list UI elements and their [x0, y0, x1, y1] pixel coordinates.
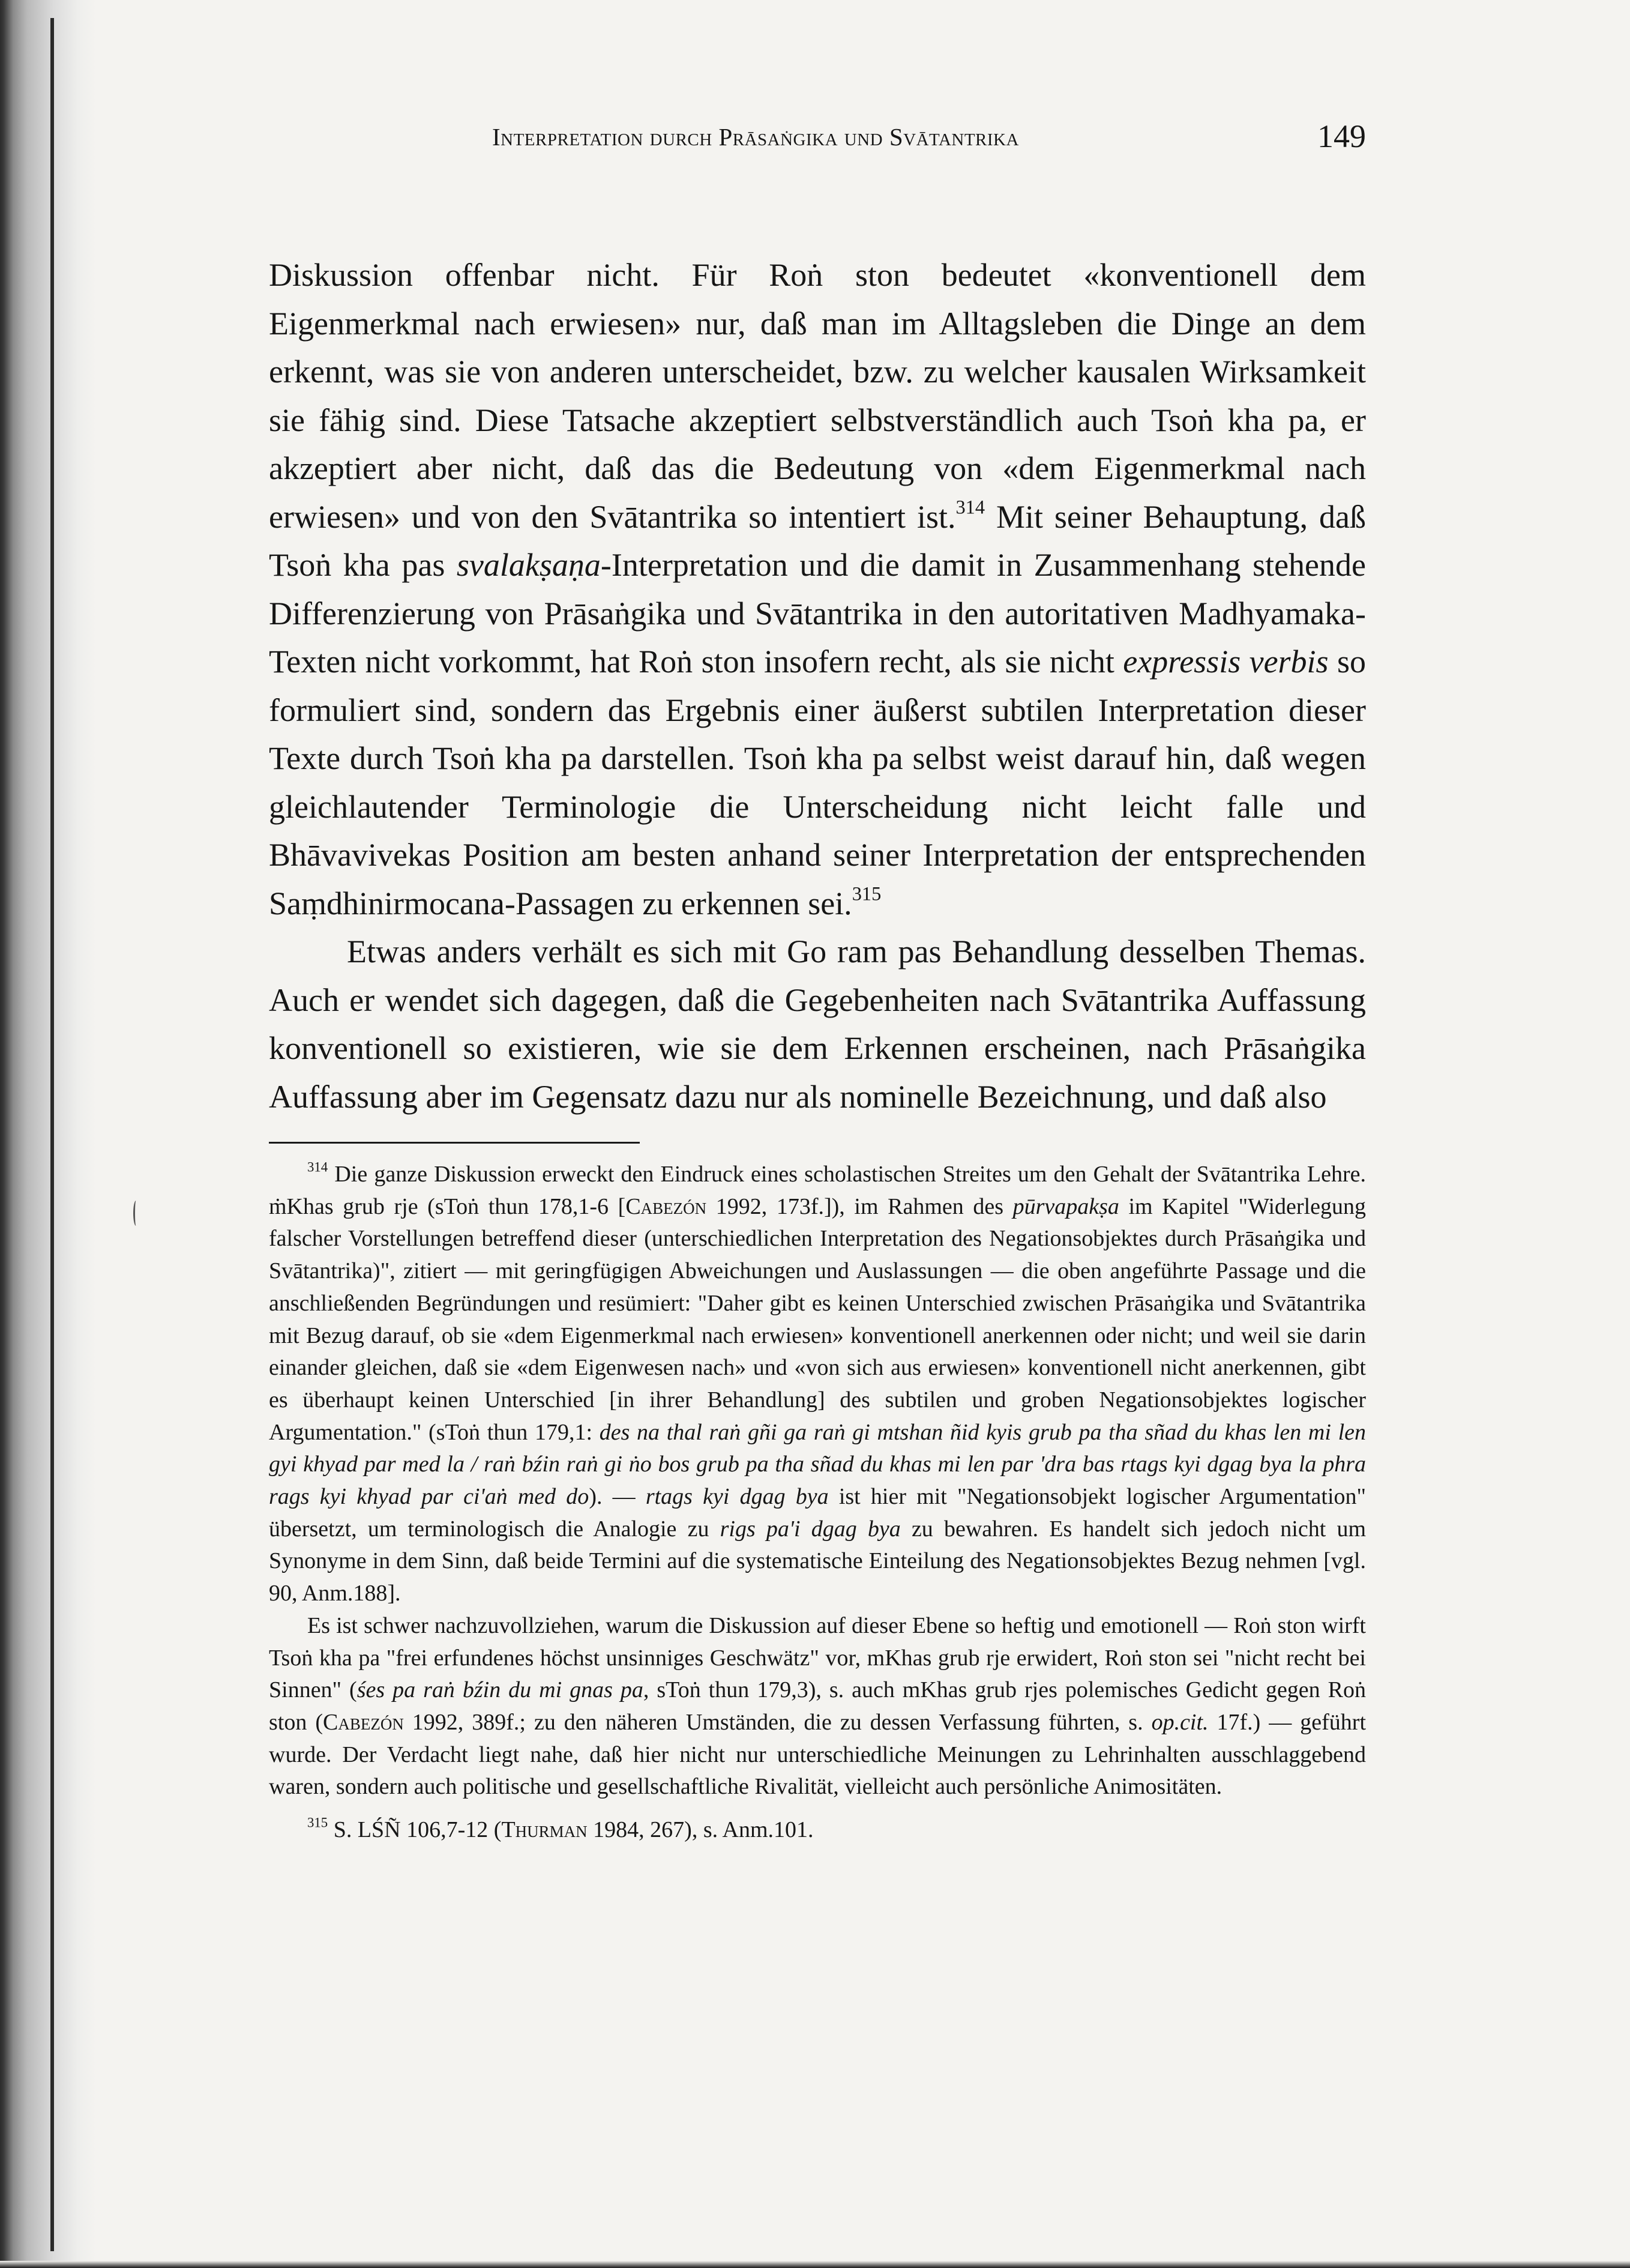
text-run: 1992, 173f.]), im Rahmen des: [706, 1193, 1013, 1219]
footnotes: [269, 1159, 1366, 1847]
text-run: ist hier mit "Negationsobjekt logischer Argumentation" übersetzt, um terminologisch die Analogie zu: [269, 1484, 1367, 1542]
footnote-rule: [269, 1142, 640, 1144]
text-run: Es ist schwer nachzuvollziehen, warum die Diskussion auf dieser Ebene so heftig und emotionell — Roṅ ston wirft Tsoṅ kha pa "frei erfundenes höchst unsinniges Geschwätz" vor, mKhas grub rje erwidert, Roṅ ston sei "nicht recht bei Sinnen" (: [269, 1612, 1366, 1703]
italic-term: svalakṣaṇa: [456, 547, 601, 583]
italic-term: rtags kyi dgag bya: [645, 1484, 829, 1510]
text-run: zu bewahren. Es handelt sich jedoch nicht um Synonyme in dem Sinn, daß beide Termini auf die systematische Einteilung des Negationsobjektes Bezug nehmen [vgl. 90, Anm.188].: [269, 1516, 1366, 1606]
footnote-number: 315: [307, 1815, 328, 1830]
author-name: Thurman: [501, 1817, 588, 1843]
footnote-314: [269, 1159, 1366, 1610]
binding-shadow: [0, 0, 96, 2268]
page-header: [269, 118, 1366, 154]
italic-term: expressis verbis: [1123, 644, 1329, 680]
text-run: S. LŚÑ 106,7-12 (: [328, 1817, 502, 1843]
italic-term: pūrvapakṣa: [1012, 1193, 1119, 1219]
margin-mark: [133, 1201, 139, 1226]
tibetan-quote: śes pa raṅ bźin du mi gnas pa: [356, 1677, 643, 1703]
page-bottom-edge: [0, 2261, 1630, 2268]
text-run: Diskussion offenbar nicht. Für Roṅ ston bedeutet «konventionell dem Eigenmerkmal nach erwiesen» nur, daß man im Alltagsleben die Dinge an dem erkennt, was sie von anderen unterscheidet, bzw. zu welcher kausalen Wirksamkeit sie fähig sind. Diese Tatsache akzeptiert selbstverständlich auch Tsoṅ kha pa, er akzeptiert aber nicht, daß das die Bedeutung von «dem Eigenmerkmal nach erwiesen» und von den Svātantrika so intentiert ist.: [269, 257, 1366, 535]
text-run: -Interpretation und die damit in Zusammenhang stehende Differenzierung von Prāsaṅgika und Svātantrika in den autoritativen Madhyamaka-Texten nicht vorkommt, hat Roṅ ston insofern recht, als sie nicht: [269, 547, 1366, 680]
paragraph-2: Etwas anders verhält es sich mit Go ram pas Behandlung desselben Themas. Auch er wendet sich dagegen, daß die Gegebenheiten nach Svātantrika Auffassung konventionell so existieren, wie sie dem Erkennen erscheinen, nach Prāsaṅgika Auffassung aber im Gegensatz dazu nur als nominelle Bezeichnung, und daß also: [269, 933, 1366, 1115]
running-head: Interpretation durch Prāsaṅgika und Svātantrika: [492, 123, 1019, 151]
footnote-ref-315: 315: [852, 883, 882, 905]
text-run: 1984, 267), s. Anm.101.: [587, 1817, 814, 1843]
footnote-314-para-2: [269, 1610, 1366, 1803]
footnote-315: [269, 1814, 1366, 1847]
paragraph-1: [269, 251, 1366, 927]
tibetan-quote: des na thal raṅ gñi ga raṅ gi mtshan ñid kyis grub pa tha sñad du khas len mi len gyi khyad par med la / raṅ bźin raṅ gi ṅo bos grub pa tha sñad du khas mi len par 'dra bas rtags kyi dgag bya la phra rags kyi khyad par ci'aṅ med do: [269, 1419, 1366, 1510]
text-run: 17f.) — geführt wurde. Der Verdacht liegt nahe, daß hier nicht nur unterschiedliche Meinungen zu Lehrinhalten ausschlaggebend waren, sondern auch politische und gesellschaftliche Rivalität, vielleicht auch persönliche Animositäten.: [269, 1709, 1367, 1800]
text-run: Mit seiner Behauptung, daß Tsoṅ kha pas: [269, 498, 1366, 583]
footnote-ref-314: 314: [955, 496, 985, 519]
author-name: Cabezón: [322, 1709, 404, 1735]
page-number: 149: [1317, 118, 1366, 154]
text-run: ). —: [589, 1484, 646, 1510]
footnote-number: 314: [307, 1159, 328, 1175]
italic-term: op.cit.: [1151, 1709, 1209, 1735]
text-run: im Kapitel "Widerlegung falscher Vorstellungen betreffend dieser (unterschiedlichen Interpretation des Negationsobjektes durch Prāsaṅgika und Svātantrika)", zitiert — mit geringfügigen Abweichungen und Auslassungen — die oben angeführte Passage und die anschließenden Begründungen und resümiert: "Daher gibt es keinen Unterschied zwischen Prāsaṅgika und Svātantrika mit Bezug darauf, ob sie «dem Eigenmerkmal nach erwiesen» konventionell anerkennen oder nicht; und weil sie darin einander gleichen, daß sie «dem Eigenwesen nach» und «von sich aus erwiesen» konventionell nicht anerkennen, gibt es überhaupt keinen Unterschied [in ihrer Behandlung] des subtilen und groben Negationsobjektes logischer Argumentation." (sToṅ thun 179,1:: [269, 1193, 1366, 1445]
text-run: , sToṅ thun 179,3), s. auch mKhas grub rjes polemisches Gedicht gegen Roṅ ston (: [269, 1677, 1366, 1735]
main-text: [269, 251, 1366, 1121]
text-run: so formuliert sind, sondern das Ergebnis einer äußerst subtilen Interpretation dieser Texte durch Tsoṅ kha pa darstellen. Tsoṅ kha pa selbst weist darauf hin, daß wegen gleichlautender Terminologie die Unterscheidung nicht leicht falle und Bhāvavivekas Position am besten anhand seiner Interpretation der entsprechenden Saṃdhinirmocana-Passagen zu erkennen sei.: [269, 644, 1366, 921]
text-run: Die ganze Diskussion erweckt den Eindruck eines scholastischen Streites um den Gehalt der Svātantrika Lehre. ṁKhas grub rje (sToṅ thun 178,1-6 [: [269, 1162, 1366, 1219]
text-run: 1992, 389f.; zu den näheren Umständen, die zu dessen Verfassung führten, s.: [403, 1709, 1152, 1735]
binding-edge: [50, 18, 54, 2251]
author-name: Cabezón: [625, 1193, 707, 1219]
italic-term: rigs pa'i dgag bya: [720, 1516, 901, 1542]
